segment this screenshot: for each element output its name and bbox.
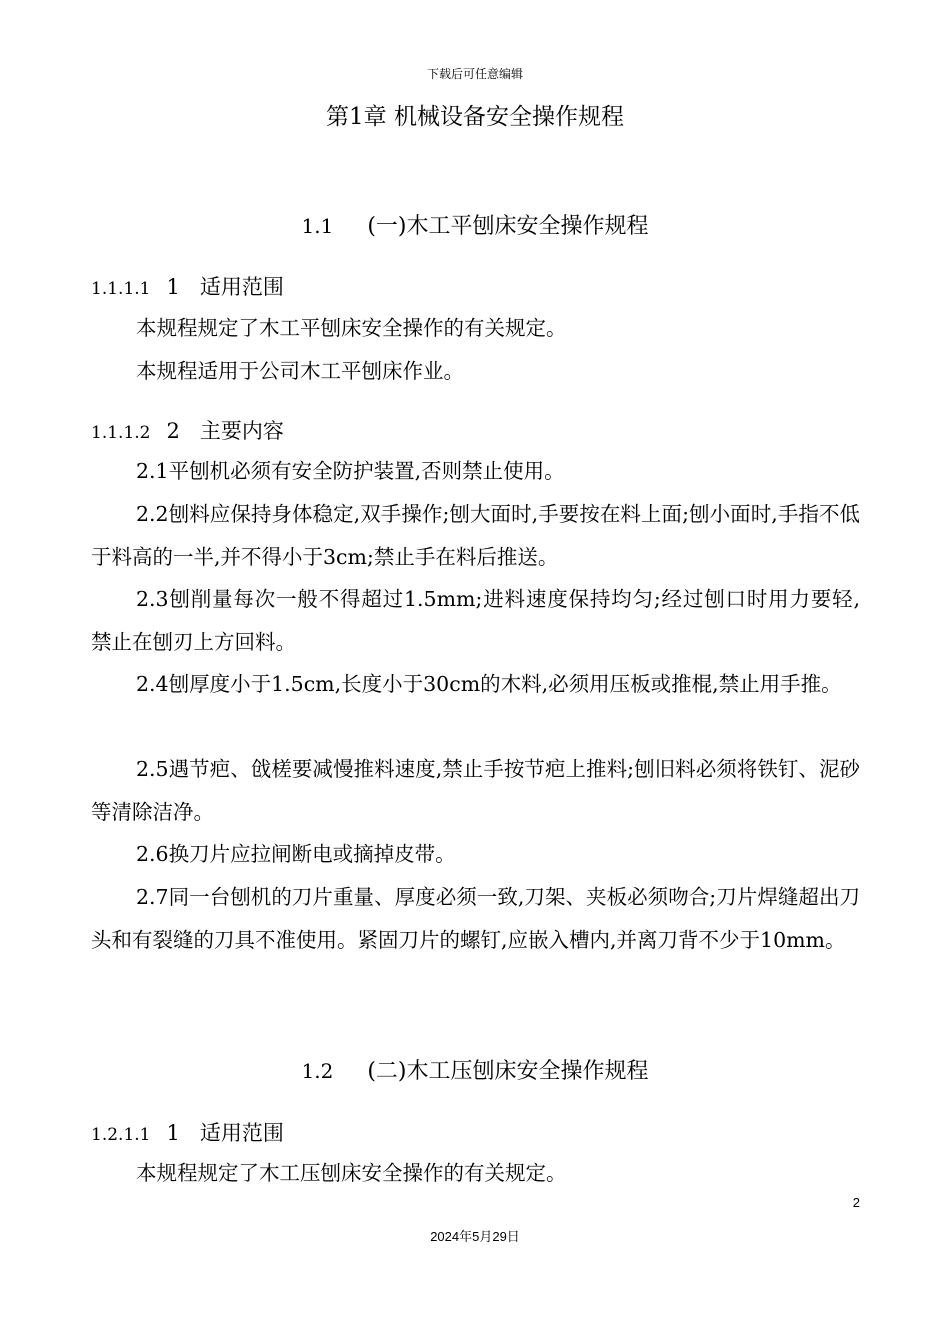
subsection-heading — [91, 1117, 284, 1151]
section-title — [0, 210, 950, 243]
subsection-title: 主要内容 — [199, 419, 284, 443]
paragraph: 2.1平刨机必须有安全防护装置,否则禁止使用。 — [136, 459, 565, 483]
chapter-title: 第1章 机械设备安全操作规程 — [326, 104, 624, 130]
subsection-number: 1.2.1.1 — [91, 1125, 151, 1145]
paragraph: 2.6换刀片应拉闸断电或摘掉皮带。 — [136, 842, 456, 866]
paragraph: 本规程规定了木工压刨床安全操作的有关规定。 — [136, 1161, 567, 1185]
paragraph: 本规程规定了木工平刨床安全操作的有关规定。 — [136, 316, 567, 340]
section-title — [0, 1055, 950, 1088]
section-heading: (二)木工压刨床安全操作规程 — [367, 1059, 649, 1084]
subsection-number: 1.1.1.2 — [91, 423, 151, 443]
subsection-heading — [91, 271, 284, 305]
section-number: 1.2 — [301, 1059, 334, 1083]
paragraph: 2.3刨削量每次一般不得超过1.5mm;进料速度保持均匀;经过刨口时用力要轻, 禁止在刨刃上方回料。 — [91, 587, 860, 654]
header-note: 下载后可任意编辑 — [426, 67, 523, 81]
subsection-title: 适用范围 — [199, 1121, 284, 1145]
paragraph: 2.2刨料应保持身体稳定,双手操作;刨大面时,手要按在料上面;刨小面时,手指不低于料高的一半,并不得小于3cm;禁止手在料后推送。 — [91, 502, 860, 569]
subsection-index: 1 — [166, 1121, 180, 1145]
subsection-index: 2 — [166, 419, 180, 443]
section-heading: (一)木工平刨床安全操作规程 — [367, 214, 649, 239]
subsection-heading — [91, 415, 284, 449]
paragraph: 2.4刨厚度小于1.5cm,长度小于30cm的木料,必须用压板或推棍,禁止用手推。 — [136, 672, 842, 696]
paragraph: 2.7同一台刨机的刀片重量、厚度必须一致,刀架、夹板必须吻合;刀片焊缝超出刀头和有裂缝的刀具不准使用。紧固刀片的螺钉,应嵌入槽内,并离刀背不少于10mm。 — [91, 885, 860, 952]
section-number: 1.1 — [301, 214, 334, 238]
footer-date: 2024年5月29日 — [430, 1229, 520, 1244]
subsection-index: 1 — [166, 275, 180, 299]
page-number: 2 — [852, 1195, 860, 1210]
subsection-number: 1.1.1.1 — [91, 279, 151, 299]
paragraph: 2.5遇节疤、戗槎要减慢推料速度,禁止手按节疤上推料;刨旧料必须将铁钉、泥砂等清除洁净。 — [91, 757, 860, 824]
subsection-title: 适用范围 — [199, 275, 284, 299]
paragraph: 本规程适用于公司木工平刨床作业。 — [136, 359, 464, 383]
